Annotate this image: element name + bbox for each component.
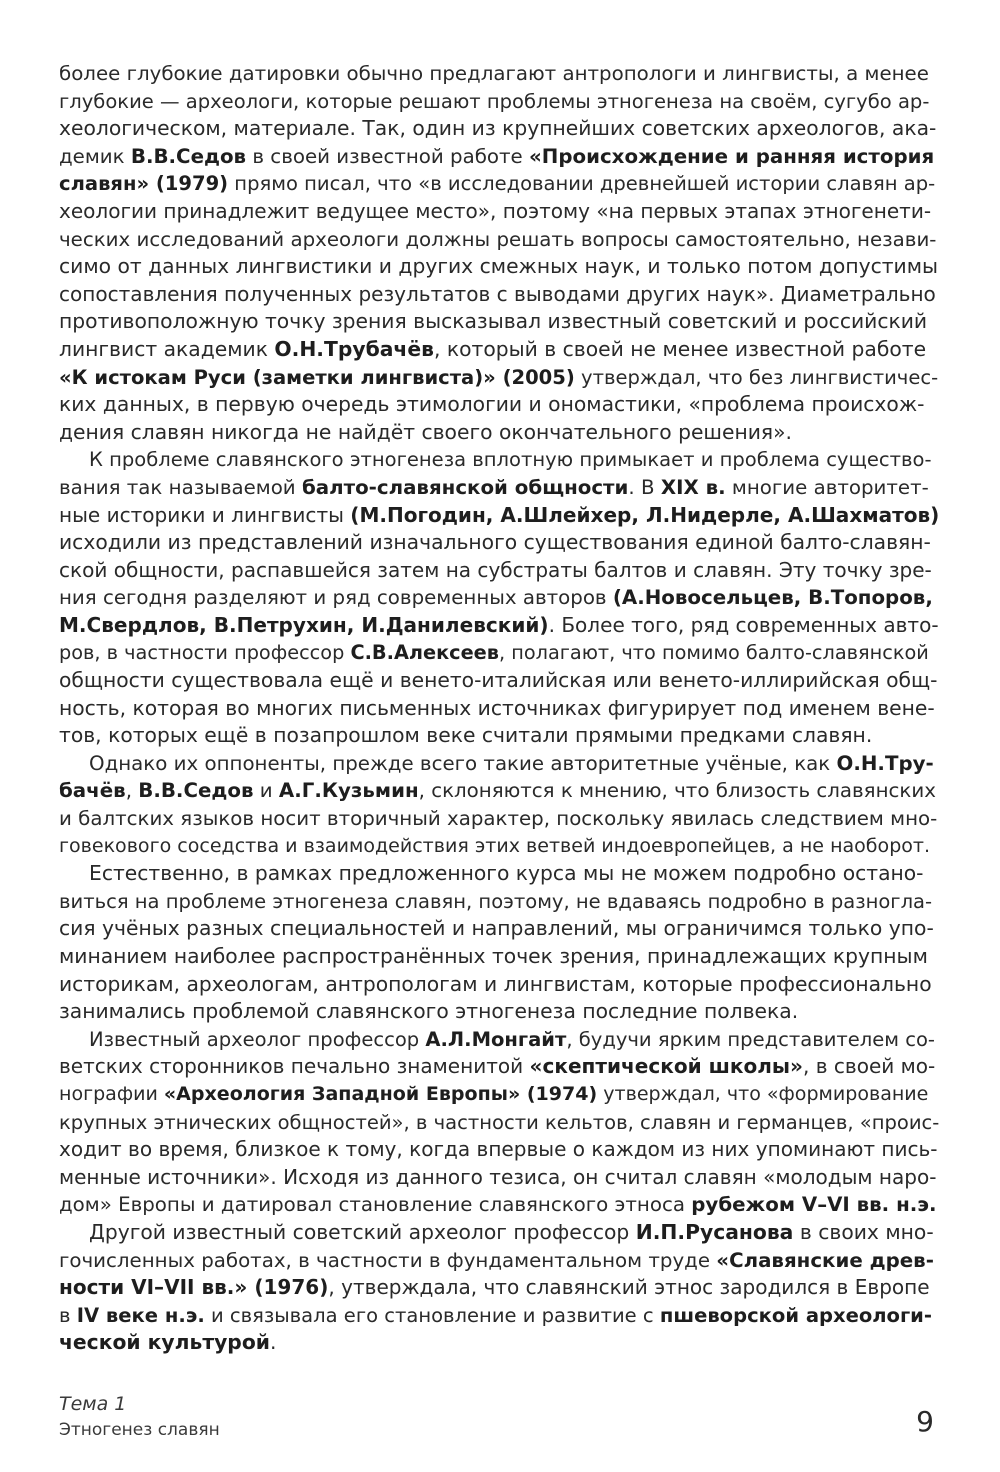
text-line [59,1329,939,1357]
text-run: сия учёных разных специальностей и направлений, мы ограничимся только упо- [59,916,934,941]
text-run: говекового соседства и взаимодействия этих ветвей индоевропейцев, а не наоборот. [59,834,931,857]
text-line [59,943,939,971]
text-run: тов, которых ещё в позапрошлом веке считали прямыми предками славян. [59,723,873,748]
footer-chapter-title: Этногенез славян [59,1420,220,1440]
bold-text: В.В.Седов [130,144,247,168]
text-run: хеологическом, материале. Так, один из крупнейших советских археологов, ака- [59,116,937,141]
text-line [59,695,939,723]
text-run: лингвист академик [59,336,275,361]
text-run: , полагают, что помимо балто-славянской [498,641,929,665]
text-run: и связывала его становление и развитие с [204,1303,660,1327]
text-run: утверждал, что «формирование [597,1082,929,1105]
text-run: ров, в частности профессор [59,641,351,665]
body-text [59,60,939,1357]
text-line [59,226,939,254]
bold-text: (М.Погодин, А.Шлейхер, Л.Нидерле, А.Шахматов) [350,502,940,527]
page-number: 9 [916,1405,934,1438]
text-line [59,143,939,171]
bold-text: «К истокам Руси (заметки лингвиста)» (2005) [59,365,575,389]
text-run: исходили из представлений изначального существования единой балто-славян- [59,530,931,555]
text-run: дения славян никогда не найдёт своего окончательного решения». [59,419,792,444]
text-line [59,253,939,281]
text-line [59,750,939,778]
text-run: Известный археолог профессор [89,1027,426,1051]
text-line [59,971,939,999]
text-line [59,1219,939,1247]
text-run: и балтских языков носит вторичный характер, поскольку явилась следствием мно- [59,807,938,831]
bold-text: балто-славянской общности [301,475,629,499]
text-run: гочисленных работах, в частности в фундаментальном труде [59,1248,717,1272]
bold-text: «Происхождение и ранняя история [529,144,935,168]
text-run: , который в своей не менее известной работе [433,336,927,361]
text-run: дом» Европы и датировал становление славянского этноса [59,1193,692,1217]
text-run: в своих мно- [793,1219,934,1244]
paragraph [59,1026,939,1219]
text-line [59,88,939,116]
text-run: Другой известный советский археолог профессор [89,1219,636,1244]
bold-text: О.Н.Трубачёв [274,336,434,361]
text-run: ветских сторонников печально знаменитой [59,1054,530,1079]
text-line [59,529,939,557]
text-run: . [269,1330,277,1355]
text-line [59,474,939,502]
text-line [59,391,939,419]
bold-text: А.Г.Кузьмин [278,779,419,803]
text-run: хеологии принадлежит ведущее место», поэтому «на первых этапах этногенети- [59,198,932,223]
text-line [59,805,939,833]
text-run: противоположную точку зрения высказывал известный советский и российский [59,309,928,334]
text-line [59,170,939,198]
text-run: в [59,1303,77,1327]
text-run: Однако их оппоненты, прежде всего такие авторитетные учёные, как [89,751,837,775]
text-line [59,584,939,612]
bold-text: рубежом V–VI вв. н.э. [691,1193,937,1217]
footer-topic: Тема 1 [59,1393,127,1415]
text-run: ния сегодня разделяют и ряд современных авторов [59,586,613,610]
text-run: ких данных, в первую очередь этимологии и ономастики, «проблема происхож- [59,392,925,417]
text-line [59,1081,939,1109]
bold-text: В.В.Седов [138,779,254,803]
text-run: прямо писал, что «в исследовании древнейшей истории славян ар- [228,172,936,196]
text-run: нографии [59,1082,164,1105]
text-line [59,198,939,226]
text-line [59,1191,939,1219]
text-line [59,115,939,143]
text-line [59,639,939,667]
bold-text: XIX в. [660,475,726,499]
text-run: минанием наиболее распространённых точек зрения, принадлежащих крупным [59,944,928,968]
text-line [59,1247,939,1275]
text-line [59,1302,939,1330]
text-line [59,888,939,916]
text-run: и [253,779,279,803]
bold-text: (А.Новосельцев, В.Топоров, [612,586,933,610]
text-line [59,860,939,888]
bold-text: С.В.Алексеев [350,641,499,665]
bold-text: А.Л.Монгайт [425,1027,567,1051]
text-run: крупных этнических общностей», в частности кельтов, славян и германцев, «проис- [59,1110,940,1134]
text-run: общности существовала ещё и венето-италийская или венето-иллирийская общ- [59,668,938,693]
text-run: К проблеме славянского этногенеза вплотную примыкает и проблема существо- [89,448,932,472]
text-run: более глубокие датировки обычно предлагают антропологи и лингвисты, а менее [59,62,929,85]
text-line [59,336,939,364]
text-line [59,833,939,861]
text-line [59,308,939,336]
text-line [59,612,939,640]
text-run: ходит во время, близкое к тому, когда впервые о каждом из них упоминают пись- [59,1137,938,1162]
text-run: , будучи ярким представителем со- [566,1027,935,1051]
text-run: , [125,779,139,803]
text-line [59,502,939,530]
paragraph [59,750,939,860]
paragraph [59,860,939,1026]
bold-text: IV веке н.э. [76,1303,205,1327]
text-run: , утверждала, что славянский этнос зародился в Европе [328,1275,930,1300]
text-line [59,419,939,447]
text-run: глубокие — археологи, которые решают проблемы этногенеза на своём, сугубо ар- [59,89,930,113]
bold-text: ческой культурой [59,1330,270,1355]
bold-text: славян» (1979) [59,172,229,196]
text-line [59,60,939,88]
text-line [59,1026,939,1054]
text-run: в своей известной работе [246,144,530,168]
text-run: ской общности, распавшейся затем на субстраты балтов и славян. Эту точку зре- [59,557,932,582]
text-line [59,915,939,943]
text-line [59,722,939,750]
text-line [59,557,939,585]
text-run: , склоняются к мнению, что близость славянских [418,779,936,803]
text-line [59,1136,939,1164]
text-line [59,667,939,695]
text-run: виться на проблеме этногенеза славян, поэтому, не вдаваясь подробно в разногла- [59,889,933,913]
text-line [59,777,939,805]
text-run: ческих исследований археологи должны решать вопросы самостоятельно, незави- [59,227,937,251]
text-line [59,1109,939,1137]
bold-text: М.Свердлов, В.Петрухин, И.Данилевский) [59,612,549,637]
text-run: историкам, археологам, антропологам и лингвистам, которые профессионально [59,971,932,996]
text-run: Естественно, в рамках предложенного курса мы не можем подробно остано- [89,861,924,886]
text-run: демик [59,144,131,168]
bold-text: И.П.Русанова [635,1219,794,1244]
text-line [59,1053,939,1081]
text-line [59,281,939,309]
text-run: ные историки и лингвисты [59,502,351,527]
text-run: сопоставления полученных результатов с выводами других наук». Диаметрально [59,281,936,306]
bold-text: пшеворской археологи- [659,1303,932,1327]
bold-text: ности VI–VII вв.» (1976) [59,1275,329,1300]
text-line [59,364,939,392]
bold-text: бачёв [59,779,126,803]
text-run: утверждал, что без лингвистичес- [574,365,939,389]
bold-text: «скептической школы» [529,1054,803,1079]
bold-text: «Археология Западной Европы» (1974) [163,1082,598,1105]
text-run: занимались проблемой славянского этногенеза последние полвека. [59,999,799,1024]
text-line [59,1164,939,1192]
bold-text: «Славянские древ- [716,1248,934,1272]
text-run: . В [628,475,661,499]
text-line [59,998,939,1026]
paragraph [59,1219,939,1357]
text-run: симо от данных лингвистики и других смежных наук, и только потом допустимы [59,254,939,279]
text-line [59,1274,939,1302]
text-run: многие авторитет- [725,475,929,499]
bold-text: О.Н.Тру- [836,751,934,775]
text-line [59,446,939,474]
text-run: вания так называемой [59,475,302,499]
text-run: . Более того, ряд современных авто- [548,612,939,637]
paragraph [59,60,939,446]
text-run: , в своей мо- [802,1054,936,1079]
text-run: менные источники». Исходя из данного тезиса, он считал славян «молодым наро- [59,1164,937,1189]
paragraph [59,446,939,750]
text-run: ность, которая во многих письменных источниках фигурирует под именем вене- [59,695,935,720]
